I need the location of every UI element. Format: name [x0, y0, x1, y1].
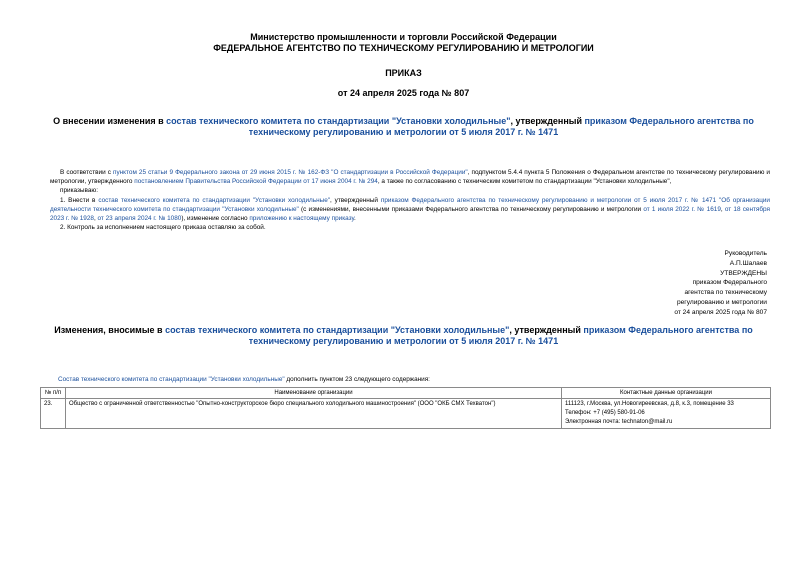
paragraph-item-1 — [50, 196, 770, 224]
signer-name: А.П.Шалаев — [729, 259, 767, 267]
document-header — [0, 32, 807, 54]
link-order-1471[interactable]: приказом Федерального агентства по техническому регулированию и метрологии от 5 июля 2017 г. № 1471 "Об организации деятельности технического комитета по стандартизации "Установки холодильные" — [50, 196, 770, 213]
appendix-title — [50, 325, 757, 347]
paragraph-order-word: приказываю: — [60, 187, 98, 195]
document-title — [50, 116, 757, 138]
cell-number: 23. — [41, 399, 66, 429]
paragraph-basis — [50, 168, 770, 186]
approval-line-2: агентства по техническому — [684, 289, 767, 297]
document-type: ПРИКАЗ — [385, 68, 422, 78]
document-date: от 24 апреля 2025 года № 807 — [337, 88, 470, 98]
p3-text-c: (с изменениями, внесенными приказами Федерального агентства по техническому регулированию и метрологии — [298, 205, 644, 213]
contact-phone: Телефон: +7 (495) 580-91-06 — [565, 410, 645, 416]
approval-line-4: от 24 апреля 2025 года № 807 — [674, 308, 767, 316]
table-row — [41, 399, 771, 429]
table-header-row — [41, 388, 771, 399]
p3-text-f: ), изменение согласно — [181, 215, 250, 223]
approval-stamp: УТВЕРЖДЕНЫ — [720, 269, 767, 277]
cell-organization: Общество с ограниченной ответственностью "Опытно-конструкторское бюро специального холодильного машиностроения" (ООО "ОКБ СМХ Техватон") — [66, 399, 562, 429]
title2-link-committee[interactable]: состав технического комитета по стандартизации "Установки холодильные" — [165, 325, 510, 335]
ministry-name: Министерство промышленности и торговли Российской Федерации — [250, 32, 557, 42]
approval-line-1: приказом Федерального — [692, 279, 767, 287]
link-government-decree[interactable]: постановлением Правительства Российской Федерации от 17 июня 2004 г. № 294 — [134, 178, 378, 186]
link-order-1080[interactable]: от 23 апреля 2024 г. № 1080 — [97, 215, 182, 223]
title-link-committee[interactable]: состав технического комитета по стандартизации "Установки холодильные" — [166, 116, 511, 126]
contact-email: Электронная почта: technaton@mail.ru — [565, 419, 673, 425]
approval-line-3: регулированию и метрологии — [676, 298, 767, 306]
link-appendix[interactable]: приложению к настоящему приказу — [249, 215, 355, 223]
link-order-1928[interactable]: от 18 сентября 2023 г. № 1928 — [50, 205, 770, 223]
intro-link-composition[interactable]: Состав технического комитета по стандартизации "Установки холодильные" — [58, 376, 285, 383]
header-contacts: Контактные данные организации — [562, 388, 771, 399]
title2-mid: , утвержденный — [509, 325, 584, 335]
intro-rest: дополнить пунктом 23 следующего содержания: — [284, 376, 430, 383]
link-federal-law[interactable]: пунктом 25 статьи 9 Федерального закона от 29 июня 2015 г. № 162-ФЗ "О стандартизации в Российской Федерации" — [113, 169, 468, 176]
header-number: № п/п — [41, 388, 66, 399]
p3-text-d: , — [720, 205, 725, 213]
p3-text-g: . — [354, 215, 356, 223]
signature-block — [567, 249, 767, 318]
header-organization: Наименование организации — [66, 388, 562, 399]
table-intro — [58, 376, 758, 383]
agency-name: ФЕДЕРАЛЬНОЕ АГЕНТСТВО ПО ТЕХНИЧЕСКОМУ РЕГУЛИРОВАНИЮ И МЕТРОЛОГИИ — [213, 43, 594, 53]
p1-text-c: , а также по согласованию с техническим комитетом по стандартизации "Установки холодильные", — [377, 178, 672, 186]
title-prefix: О внесении изменения в — [53, 116, 167, 126]
p3-text-a: 1. Внести в — [60, 196, 99, 204]
signer-position: Руководитель — [724, 250, 767, 257]
title2-prefix: Изменения, вносимые в — [54, 325, 166, 335]
link-committee-composition[interactable]: состав технического комитета по стандартизации "Установки холодильные" — [98, 196, 331, 204]
p1-text-a: В соответствии с — [60, 169, 113, 176]
title-link-order[interactable]: приказом Федерального агентства по техническому регулированию и метрологии от 5 июля 2017 г. № 1471 — [248, 116, 754, 137]
document-body — [50, 168, 770, 232]
paragraph-item-2: 2. Контроль за исполнением настоящего приказа оставляю за собой. — [60, 224, 266, 232]
organizations-table — [40, 387, 771, 429]
title2-link-order[interactable]: приказом Федерального агентства по техническому регулированию и метрологии от 5 июля 2017 г. № 1471 — [248, 325, 753, 346]
cell-contacts — [562, 399, 771, 429]
title-mid: , утвержденный — [510, 116, 585, 126]
p3-text-e: , — [93, 215, 98, 223]
p1-text-b: , подпунктом 5.4.4 пункта 5 Положения о Федеральном агентстве по техническому регулированию и метрологии, утвержденного — [50, 169, 770, 186]
p3-text-b: , утвержденный — [330, 196, 381, 204]
link-order-1619[interactable]: от 1 июля 2022 г. № 1619 — [643, 205, 721, 213]
contact-address: 111123, г.Москва, ул.Новогиреевская, д.8, к.3, помещение 33 — [565, 401, 734, 407]
